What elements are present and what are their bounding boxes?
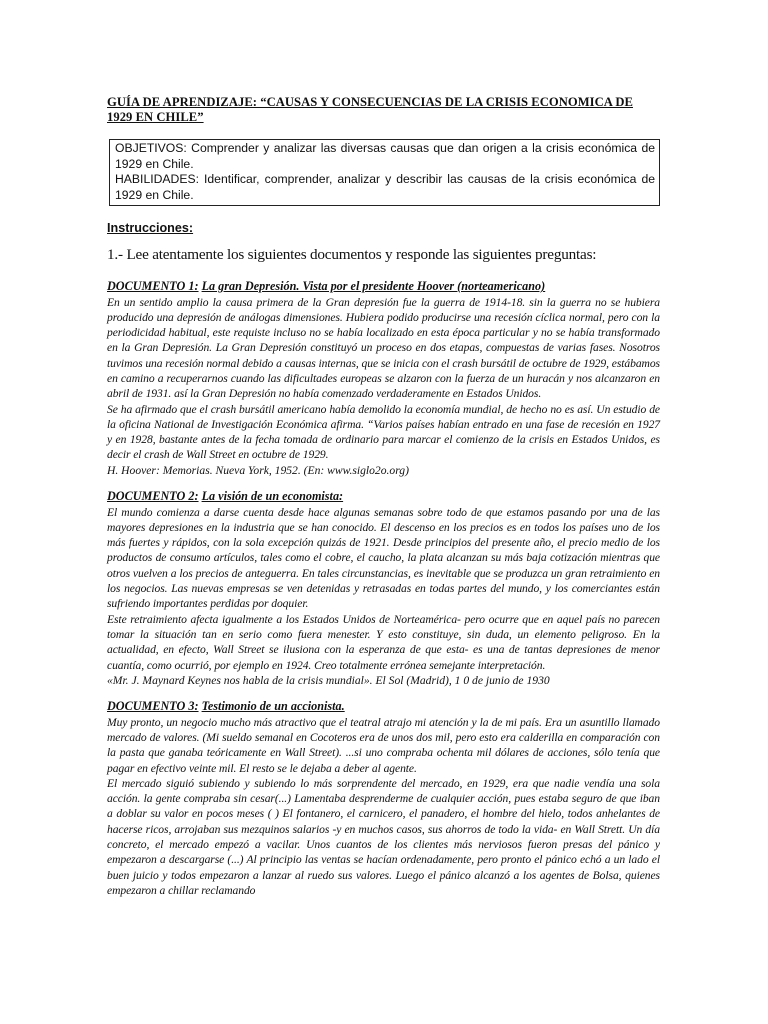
document-1: [107, 279, 660, 478]
document-3-paragraph: El mercado siguió subiendo y subiendo lo más sorprendente del mercado, en 1929, era que nadie vendía una sola acción. la gente compraba sin cesar(...) Lamentaba desprenderme de cualquier acción, pues estaba seguro de que iban a doblar su valor en pocos meses ( ) El fontanero, el carnicero, el panadero, el hombre del hielo, todos anhelantes de hacerse ricos, arrojaban sus mezquinos salarios -y en muchos casos, sus ahorros de todo la vida- en Wall Strett. Un día concreto, el mercado empezó a vacilar. Unos cuantos de los clientes más nerviosos fueron presas del pánico y empezaron a descargarse (...) Al principio las ventas se hacían ordenadamente, pero pronto el pánico echó a un lado el buen juicio y todos empezaron a lanzar al ruedo sus valores. Luego el pánico alcanzó a los agentes de Bolsa, quienes empezaron a chillar reclamando: [107, 776, 660, 897]
document-2-source: «Mr. J. Maynard Keynes nos habla de la crisis mundial». El Sol (Madrid), 1 0 de junio de 1930: [107, 673, 550, 687]
skills-text: HABILIDADES: Identificar, comprender, analizar y describir las causas de la crisis económica de 1929 en Chile.: [115, 172, 655, 202]
objectives-text: OBJETIVOS: Comprender y analizar las diversas causas que dan origen a la crisis económica de 1929 en Chile.: [115, 141, 655, 171]
document-2: [107, 489, 660, 688]
document-1-paragraph: En un sentido amplio la causa primera de la Gran depresión fue la guerra de 1914-18. sin la guerra no se hubiera producido una depresión de análogas dimensiones. Hubiera podido producirse una recesión cíclica normal, pero con la periodicidad habitual, este requiste incluso no se había localizado en esta época particular y no se había transformado en la Gran Depresión. La Gran Depresión constituyó un proceso en dos etapas, compuestas de varias fases. Nosotros tuvimos una recesión normal debido a causas internas, que se inicia con el crash bursátil de octubre de 1929, estábamos en camino a recuperarnos cuando las dificultades europeas se alzaron con la fuerza de un huracán y nos alcanzaron en abril de 1931. así la Gran Depresión no había comenzado verdaderamente en Estados Unidos.: [107, 295, 660, 401]
document-2-paragraph: Este retraimiento afecta igualmente a los Estados Unidos de Norteamérica- pero ocurre que en aquel país no parecen tomar la situación tan en serio como fuera menester. Y esto constituye, sin duda, un elemento peligroso. En la actualidad, en efecto, Wall Street se ilusiona con la esperanza de que esta- es una de tantas depresiones de menor cuantía, como ocurrió, por ejemplo en 1924. Creo totalmente errónea semejante interpretación.: [107, 612, 660, 672]
document-3-paragraph: Muy pronto, un negocio mucho más atractivo que el teatral atrajo mi atención y la de mi país. Era un asuntillo llamado mercado de valores. (Mi sueldo semanal en Cocoteros era de unos dos mil, pero esto era calderilla en comparación con la pasta que ganaba teóricamente en Wall Street). ...si uno compraba ochenta mil dólares de acciones, sólo tenía que pagar en efectivo veinte mil. El resto se le dejaba a deber al agente.: [107, 715, 660, 775]
document-3-name: Testimonio de un accionista.: [201, 699, 345, 714]
document-3-label: DOCUMENTO 3:: [107, 699, 199, 714]
document-1-title: [107, 279, 660, 295]
instructions-heading: Instrucciones:: [107, 221, 194, 235]
document-2-title: [107, 489, 660, 505]
document-1-label: DOCUMENTO 1:: [107, 279, 199, 293]
document-1-name: La gran Depresión. Vista por el presidente Hoover (norteamericano): [201, 279, 546, 293]
document-3-title: [107, 699, 660, 715]
objectives-box: [109, 139, 660, 206]
instruction-line: 1.- Lee atentamente los siguientes documentos y responde las siguientes preguntas:: [107, 246, 597, 263]
document-2-name: La visión de un economista:: [201, 489, 344, 504]
document-title: GUÍA DE APRENDIZAJE: “CAUSAS Y CONSECUENCIAS DE LA CRISIS ECONOMICA DE 1929 EN CHILE”: [107, 95, 633, 124]
document-2-paragraph: El mundo comienza a darse cuenta desde hace algunas semanas sobre todo de que estamos pasando por una de las mayores depresiones en la industria que se han conocido. El descenso en los precios es en todos los países uno de los más fuertes y rápidos, con la sola excepción quizás de 1921. Desde principios del presente año, el precio medio de los productos de consumo artículos, tales como el cobre, el caucho, la plata alcanzan su más baja cotización mientras que otros vuelven a los precios de anteguerra. En tales circunstancias, es inevitable que se produzca un gran retraimiento en los negocios. Las nuevas empresas se ven detenidas y retrasadas en todas partes del mundo, y los comerciantes están sufriendo importantes perdidas por doquier.: [107, 505, 660, 611]
document-3: [107, 699, 660, 898]
document-1-source: H. Hoover: Memorias. Nueva York, 1952. (En: www.siglo2o.org): [107, 463, 409, 477]
document-2-label: DOCUMENTO 2:: [107, 489, 199, 504]
document-1-paragraph: Se ha afirmado que el crash bursátil americano había demolido la economía mundial, de hecho no es así. Un estudio de la oficina National de Investigación Económica afirma. “Varios países habían entrado en una fase de recesión en 1927 y en 1928, bastante antes de la fecha tomada de ordinario para marcar el comienzo de la crisis en Estados Unidos, es decir el crash de Wall Street en octubre de 1929.: [107, 402, 660, 462]
document-page: [107, 95, 660, 898]
